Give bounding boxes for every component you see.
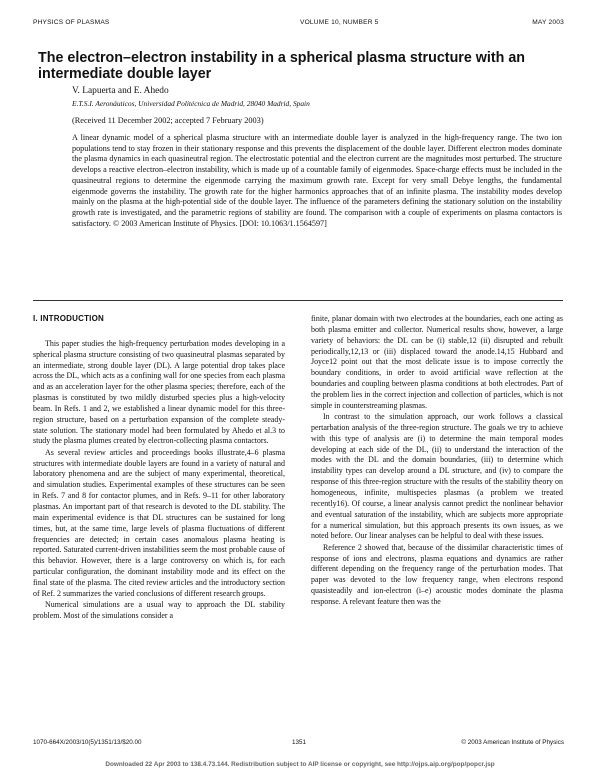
paragraph: This paper studies the high-frequency perturbation modes developing in a spherical plasma structure consisting of two quasineutral plasmas separated by an intermediate, strong double layer (DL). A large potential drop takes place across the DL, which acts as a confining wall for one species from each plasma and as an acceleration layer for the other plasma species; therefore, each of the plasmas is constituted by two mildly disturbed species plus a high-velocity beam. In Refs. 1 and 2, we established a linear dynamic model for this three-region structure, based on a perturbation expansion of the complete steady-state solution. The stationary model had been formulated by Ahedo et al.3 to study the plasma plumes created by electron-collecting plasma contactors.: [33, 338, 285, 446]
volume-number: VOLUME 10, NUMBER 5: [300, 19, 379, 26]
journal-name: PHYSICS OF PLASMAS: [33, 19, 110, 26]
abstract-divider: [33, 300, 563, 301]
paragraph: As several review articles and proceedings books illustrate,4–6 plasma structures with intermediate double layers are found in a variety of natural and laboratory phenomena and are the subject of many experimental, theoretical, and simulation studies. Experimental examples of these structures can be seen in Refs. 7 and 8 for contactor plumes, and in Refs. 9–11 for other laboratory plasmas. An important part of that research is devoted to the DL stability. The main experimental evidence is that DL structures can be sustained for long times, but, at the same time, large levels of plasma fluctuations of different frequencies are detected; in certain cases anomalous plasma heating is reported. Saturated current-driven instabilities seem the most probable cause of this behavior. However, there is a large controversy on which is, for each particular configuration, the dominant instability mode and its effect on the final state of the plasma. The cited review articles and the introductory section of Ref. 2 summarizes the varied conclusions of different research groups.: [33, 447, 285, 598]
authors: V. Lapuerta and E. Ahedo: [72, 86, 169, 96]
page-number: 1351: [292, 739, 307, 746]
publisher-copyright: © 2003 American Institute of Physics: [461, 739, 564, 746]
paragraph: Reference 2 showed that, because of the dissimilar characteristic times of response of ions and electrons, plasma equations and dynamics are rather different depending on the frequency range of the perturbation modes. That paper was devoted to the low frequency range, when electrons respond quasisteadily and ion-electron (i–e) acoustic modes dominate the plasma response. A relevant feature then was the: [311, 542, 563, 606]
copyright-code: 1070-664X/2003/10(5)/1351/13/$20.00: [33, 739, 142, 746]
section-heading: I. INTRODUCTION: [33, 314, 104, 323]
affiliation: E.T.S.I. Aeronáuticos, Universidad Politécnica de Madrid, 28040 Madrid, Spain: [72, 99, 310, 108]
right-column: [311, 314, 563, 608]
left-column: [33, 314, 285, 622]
download-notice: Downloaded 22 Apr 2003 to 138.4.73.144. Redistribution subject to AIP license or copyright, see http://ojps.aip.org/pop/popcr.jsp: [105, 761, 495, 768]
abstract: A linear dynamic model of a spherical plasma structure with an intermediate double layer is analyzed in the high-frequency range. The two ion populations tend to stay frozen in their stationary response and this prevents the displacement of the double layer. Different electron modes dominate the plasma dynamics in each quasineutral region. The electrostatic potential and the electron current are the magnitudes most perturbed. The structure develops a reactive electron–electron instability, which is made up of a countable family of eigenmodes. Space-charge effects must be included in the quasineutral regions to determine the eigenmode carrying the maximum growth rate. Except for very small Debye lengths, the fundamental eigenmode governs the instability. The growth rate for the higher harmonics approaches that of an infinite plasma. The instability modes develop mainly on the plasma at the high-potential side of the double layer. The influence of the parameters defining the stationary solution on the instability growth rate is investigated, and the parametric regions of stability are found. The comparison with a couple of experiments on plasma contactors is satisfactory. © 2003 American Institute of Physics. [DOI: 10.1063/1.1564597]: [72, 133, 562, 228]
issue-date: MAY 2003: [532, 19, 564, 26]
paragraph: finite, planar domain with two electrodes at the boundaries, each one acting as both plasma emitter and collector. Numerical results show, however, a large variety of behaviors: the DL can be (i) stable,12 (ii) disrupted and rebuilt periodically,12,13 or (iii) displaced toward the anode.14,15 Hubbard and Joyce12 point out that the most delicate issue is to impose correctly the boundary conditions, in order to avoid artificial wave reflection at the boundaries and coupling between plasma conditions at both electrodes. Part of the problem lies in the correct injection and collection of particles, which is not simple in counterstreaming plasmas.: [311, 314, 563, 410]
paragraph: In contrast to the simulation approach, our work follows a classical pertarbation analysis of the three-region structure. The goals we try to achieve with this type of analysis are (i) to determine the main temporal modes developing at each side of the DL, (ii) to understand the interaction of the modes with the DL and the domain boundaries, (iii) to determine which instability types can develop around a DL structure, and (iv) to compare the response of this three-region structure with the results of the stability theory on homogeneous, infinite, multispecies plasmas (a problem we treated recently16). Of course, a linear analysis cannot predict the nonlinear behavior and eventual saturation of the instability, which are subjects more appropriate for a numerical simulation, but this approach presents its own issues, as we noted before. Our linear analyses can be helpful to deal with these issues.: [311, 412, 563, 541]
paper-title: The electron–electron instability in a spherical plasma structure with an intermediate double layer: [38, 50, 526, 82]
paragraph: Numerical simulations are a usual way to approach the DL stability problem. Most of the simulations consider a: [33, 600, 285, 620]
received-dates: (Received 11 December 2002; accepted 7 February 2003): [72, 116, 264, 125]
